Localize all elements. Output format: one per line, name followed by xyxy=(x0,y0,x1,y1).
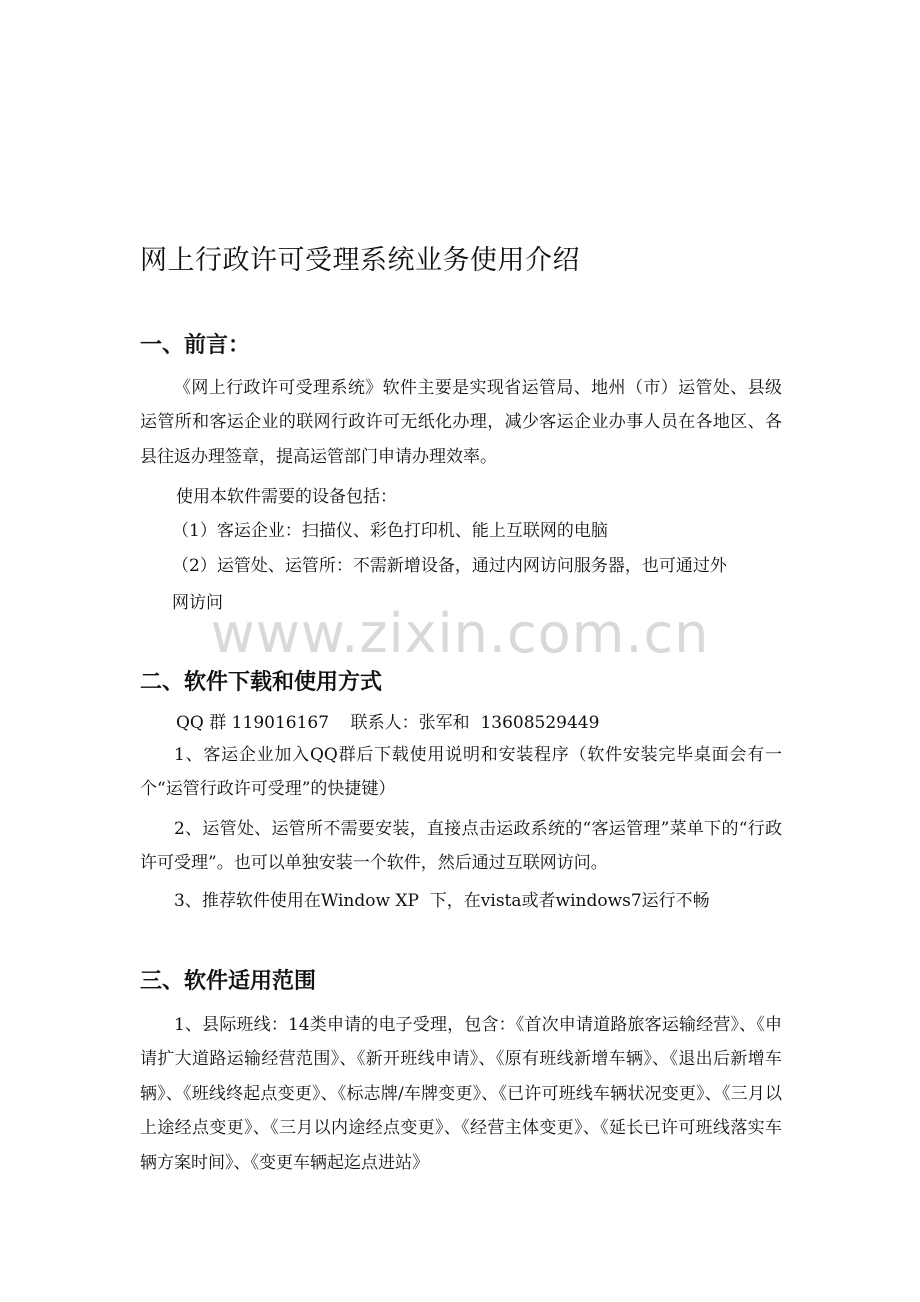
document-title: 网上行政许可受理系统业务使用介绍 xyxy=(140,245,580,276)
section-2-paragraph-3: 3、推荐软件使用在Window XP 下，在vista或者windows7运行不畅 xyxy=(174,891,710,911)
equipment-item-1: （1）客运企业：扫描仪、彩色打印机、能上互联网的电脑 xyxy=(172,521,608,541)
section-2-heading: 二、软件下载和使用方式 xyxy=(140,670,383,695)
section-1-heading: 一、前言： xyxy=(140,333,251,358)
equipment-item-2-line-2: 网访问 xyxy=(172,593,223,613)
watermark: www.zixin.com.cn xyxy=(210,602,710,665)
equipment-label: 使用本软件需要的设备包括： xyxy=(176,487,397,507)
section-2-paragraph-2: 2、运管处、运管所不需要安装，直接点击运政系统的“客运管理”菜单下的“行政许可受理”。也可以单独安装一个软件，然后通过互联网访问。 xyxy=(140,819,782,874)
section-3-paragraph-1: 1、县际班线：14类申请的电子受理，包含：《首次申请道路旅客运输经营》、《申请扩大道路运输经营范围》、《新开班线申请》、《原有班线新增车辆》、《退出后新增车辆》、《班线终起点变更》、《标志牌/车牌变更》、《已许可班线车辆状况变更》、《三月以上途经点变更》、《三月以内途经点变更》、《经营主体变更》、《延长已许可班线落实车辆方案时间》、《变更车辆起迄点进站》 xyxy=(140,1015,782,1173)
section-1-intro: 《网上行政许可受理系统》软件主要是实现省运管局、地州（市）运管处、县级运管所和客运企业的联网行政许可无纸化办理，减少客运企业办事人员在各地区、各县往返办理签章，提高运管部门申请办理效率。 xyxy=(140,378,782,467)
section-2-paragraph-1: 1、客运企业加入QQ群后下载使用说明和安装程序（软件安装完毕桌面会有一个“运管行政许可受理”的快捷键） xyxy=(140,745,782,800)
section-3-heading: 三、软件适用范围 xyxy=(140,969,317,994)
contact-line: QQ 群 119016167 联系人：张军和 13608529449 xyxy=(176,713,600,733)
equipment-item-2-line-1: （2）运管处、运管所：不需新增设备，通过内网访问服务器，也可通过外 xyxy=(172,556,727,576)
